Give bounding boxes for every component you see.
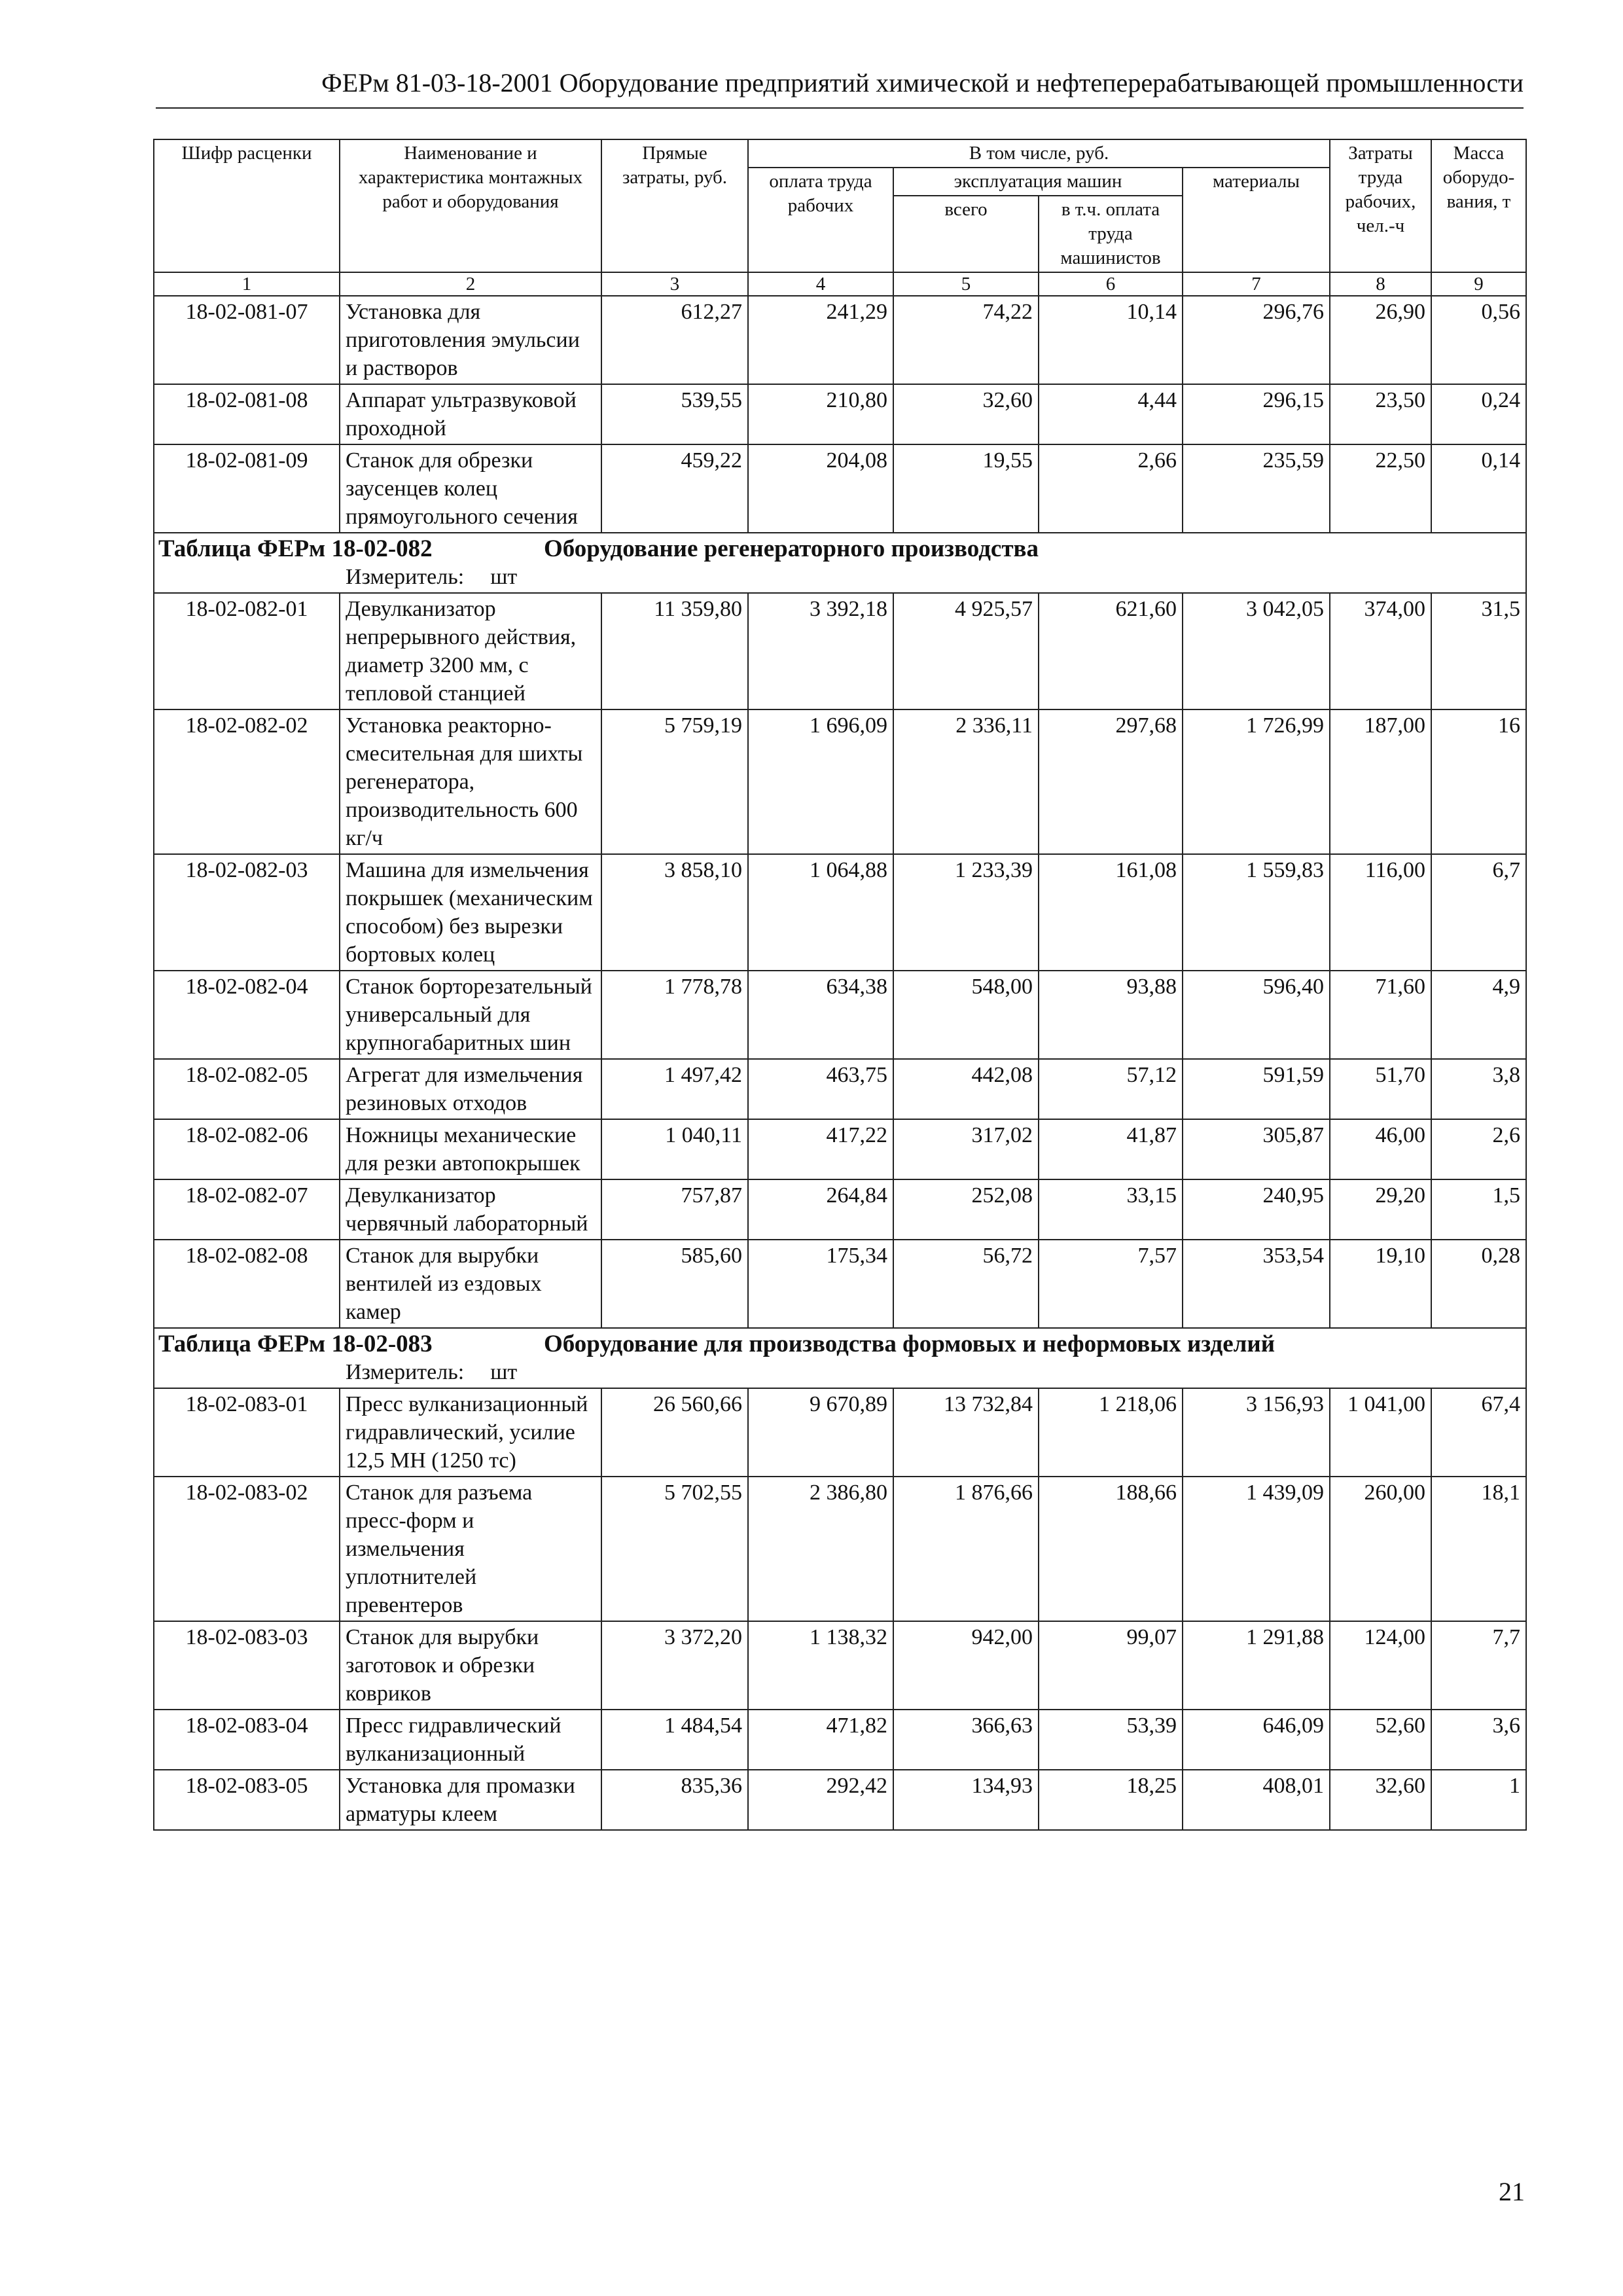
materials: 596,40 (1183, 971, 1330, 1059)
rate-name: Девулканизатор червячный лабораторный (340, 1179, 601, 1240)
table-row (154, 593, 1526, 709)
materials: 353,54 (1183, 1240, 1330, 1328)
section-title: Оборудование регенераторного производства (544, 535, 1039, 562)
rate-name: Установка реакторно-смесительная для шихты регенератора, производительность 600 кг/ч (340, 709, 601, 854)
labor-pay: 292,42 (748, 1770, 893, 1830)
rate-name: Ножницы механические для резки автопокрышек (340, 1119, 601, 1179)
machinist-pay: 93,88 (1039, 971, 1183, 1059)
labor-pay: 241,29 (748, 296, 893, 384)
machinist-pay: 10,14 (1039, 296, 1183, 384)
header-including: В том числе, руб. (748, 139, 1330, 168)
section-header-row (154, 1328, 1526, 1388)
machinist-pay: 53,39 (1039, 1710, 1183, 1770)
rate-code: 18-02-082-05 (154, 1059, 340, 1119)
materials: 1 439,09 (1183, 1477, 1330, 1621)
table-row (154, 1710, 1526, 1770)
table-row (154, 384, 1526, 444)
table-row (154, 709, 1526, 854)
machine-total: 19,55 (893, 444, 1039, 533)
equipment-mass: 0,14 (1431, 444, 1526, 533)
section-title: Оборудование для производства формовых и неформовых изделий (544, 1331, 1275, 1357)
machine-total: 366,63 (893, 1710, 1039, 1770)
labor-pay: 634,38 (748, 971, 893, 1059)
table-row (154, 971, 1526, 1059)
equipment-mass: 7,7 (1431, 1621, 1526, 1710)
machinist-pay: 57,12 (1039, 1059, 1183, 1119)
direct-costs: 11 359,80 (601, 593, 748, 709)
unit-value: шт (490, 1360, 518, 1384)
direct-costs: 1 484,54 (601, 1710, 748, 1770)
table-row (154, 1770, 1526, 1830)
machine-total: 317,02 (893, 1119, 1039, 1179)
machine-total: 56,72 (893, 1240, 1039, 1328)
labor-pay: 463,75 (748, 1059, 893, 1119)
equipment-mass: 67,4 (1431, 1388, 1526, 1477)
labor-hours: 46,00 (1330, 1119, 1431, 1179)
machinist-pay: 4,44 (1039, 384, 1183, 444)
section-header (154, 1328, 1526, 1388)
column-number: 6 (1039, 272, 1183, 296)
machine-total: 1 233,39 (893, 854, 1039, 971)
machine-total: 442,08 (893, 1059, 1039, 1119)
labor-hours: 124,00 (1330, 1621, 1431, 1710)
machinist-pay: 161,08 (1039, 854, 1183, 971)
header-labor-cost: Затраты труда рабочих, чел.-ч (1330, 139, 1431, 272)
table-row (154, 854, 1526, 971)
table-row (154, 1240, 1526, 1328)
table-row (154, 1477, 1526, 1621)
equipment-mass: 16 (1431, 709, 1526, 854)
direct-costs: 3 372,20 (601, 1621, 748, 1710)
labor-pay: 1 696,09 (748, 709, 893, 854)
rate-name: Пресс вулканизационный гидравлический, усилие 12,5 МН (1250 тс) (340, 1388, 601, 1477)
table-row (154, 1059, 1526, 1119)
machine-total: 1 876,66 (893, 1477, 1039, 1621)
rate-code: 18-02-082-01 (154, 593, 340, 709)
labor-hours: 51,70 (1330, 1059, 1431, 1119)
header-rule (156, 107, 1524, 109)
labor-pay: 2 386,80 (748, 1477, 893, 1621)
labor-hours: 116,00 (1330, 854, 1431, 971)
unit-value: шт (490, 565, 518, 589)
rate-name: Девулканизатор непрерывного действия, диаметр 3200 мм, с тепловой станцией (340, 593, 601, 709)
labor-pay: 3 392,18 (748, 593, 893, 709)
machine-total: 252,08 (893, 1179, 1039, 1240)
labor-pay: 264,84 (748, 1179, 893, 1240)
machinist-pay: 1 218,06 (1039, 1388, 1183, 1477)
equipment-mass: 18,1 (1431, 1477, 1526, 1621)
equipment-mass: 31,5 (1431, 593, 1526, 709)
rate-code: 18-02-083-03 (154, 1621, 340, 1710)
section-unit (346, 1359, 517, 1386)
table-row (154, 1388, 1526, 1477)
machinist-pay: 18,25 (1039, 1770, 1183, 1830)
labor-hours: 260,00 (1330, 1477, 1431, 1621)
column-number: 1 (154, 272, 340, 296)
header-direct-costs: Прямые затраты, руб. (601, 139, 748, 272)
machine-total: 4 925,57 (893, 593, 1039, 709)
unit-label: Измеритель: (346, 1360, 465, 1384)
unit-label: Измеритель: (346, 565, 465, 589)
equipment-mass: 3,8 (1431, 1059, 1526, 1119)
labor-pay: 1 138,32 (748, 1621, 893, 1710)
page-number: 21 (1499, 2177, 1525, 2206)
column-number: 3 (601, 272, 748, 296)
column-number: 9 (1431, 272, 1526, 296)
materials: 591,59 (1183, 1059, 1330, 1119)
running-header: ФЕРм 81-03-18-2001 Оборудование предприятий химической и нефтеперерабатывающей промышленности (321, 68, 1524, 98)
labor-pay: 175,34 (748, 1240, 893, 1328)
equipment-mass: 3,6 (1431, 1710, 1526, 1770)
rate-name: Установка для приготовления эмульсии и растворов (340, 296, 601, 384)
machine-total: 942,00 (893, 1621, 1039, 1710)
rate-name: Машина для измельчения покрышек (механическим способом) без вырезки бортовых колец (340, 854, 601, 971)
labor-pay: 417,22 (748, 1119, 893, 1179)
machine-total: 548,00 (893, 971, 1039, 1059)
direct-costs: 757,87 (601, 1179, 748, 1240)
equipment-mass: 2,6 (1431, 1119, 1526, 1179)
direct-costs: 539,55 (601, 384, 748, 444)
labor-hours: 187,00 (1330, 709, 1431, 854)
rate-code: 18-02-081-09 (154, 444, 340, 533)
direct-costs: 612,27 (601, 296, 748, 384)
machinist-pay: 7,57 (1039, 1240, 1183, 1328)
table-row (154, 444, 1526, 533)
rate-code: 18-02-083-04 (154, 1710, 340, 1770)
labor-hours: 29,20 (1330, 1179, 1431, 1240)
labor-hours: 26,90 (1330, 296, 1431, 384)
equipment-mass: 1,5 (1431, 1179, 1526, 1240)
labor-hours: 32,60 (1330, 1770, 1431, 1830)
header-mass: Масса оборудо-вания, т (1431, 139, 1526, 272)
labor-pay: 204,08 (748, 444, 893, 533)
rate-name: Станок для разъема пресс-форм и измельчения уплотнителей превентеров (340, 1477, 601, 1621)
direct-costs: 585,60 (601, 1240, 748, 1328)
equipment-mass: 0,56 (1431, 296, 1526, 384)
labor-pay: 1 064,88 (748, 854, 893, 971)
machine-total: 13 732,84 (893, 1388, 1039, 1477)
labor-pay: 471,82 (748, 1710, 893, 1770)
rate-code: 18-02-083-02 (154, 1477, 340, 1621)
section-label: Таблица ФЕРм 18-02-083 (158, 1331, 433, 1357)
rate-name: Станок для обрезки заусенцев колец прямоугольного сечения (340, 444, 601, 533)
materials: 3 042,05 (1183, 593, 1330, 709)
labor-pay: 210,80 (748, 384, 893, 444)
header-materials: материалы (1183, 168, 1330, 272)
rate-name: Пресс гидравлический вулканизационный (340, 1710, 601, 1770)
materials: 408,01 (1183, 1770, 1330, 1830)
labor-hours: 52,60 (1330, 1710, 1431, 1770)
rate-name: Станок для вырубки вентилей из ездовых камер (340, 1240, 601, 1328)
rate-code: 18-02-081-07 (154, 296, 340, 384)
table-row (154, 1119, 1526, 1179)
rate-name: Агрегат для измельчения резиновых отходов (340, 1059, 601, 1119)
rate-code: 18-02-082-06 (154, 1119, 340, 1179)
machine-total: 32,60 (893, 384, 1039, 444)
column-number: 8 (1330, 272, 1431, 296)
column-number: 5 (893, 272, 1039, 296)
direct-costs: 3 858,10 (601, 854, 748, 971)
equipment-mass: 0,24 (1431, 384, 1526, 444)
labor-hours: 22,50 (1330, 444, 1431, 533)
rate-name: Установка для промазки арматуры клеем (340, 1770, 601, 1830)
labor-hours: 19,10 (1330, 1240, 1431, 1328)
rate-code: 18-02-081-08 (154, 384, 340, 444)
rate-name: Станок борторезательный универсальный для крупногабаритных шин (340, 971, 601, 1059)
table-row (154, 1179, 1526, 1240)
equipment-mass: 6,7 (1431, 854, 1526, 971)
rate-name: Аппарат ультразвуковой проходной (340, 384, 601, 444)
labor-hours: 23,50 (1330, 384, 1431, 444)
direct-costs: 26 560,66 (601, 1388, 748, 1477)
rate-code: 18-02-083-01 (154, 1388, 340, 1477)
rate-code: 18-02-082-07 (154, 1179, 340, 1240)
header-labor-pay: оплата труда рабочих (748, 168, 893, 272)
equipment-mass: 4,9 (1431, 971, 1526, 1059)
materials: 3 156,93 (1183, 1388, 1330, 1477)
direct-costs: 835,36 (601, 1770, 748, 1830)
materials: 235,59 (1183, 444, 1330, 533)
table-row (154, 296, 1526, 384)
direct-costs: 1 778,78 (601, 971, 748, 1059)
machinist-pay: 33,15 (1039, 1179, 1183, 1240)
section-unit (346, 564, 517, 591)
table-row (154, 1621, 1526, 1710)
direct-costs: 1 497,42 (601, 1059, 748, 1119)
materials: 1 726,99 (1183, 709, 1330, 854)
rate-code: 18-02-082-08 (154, 1240, 340, 1328)
rate-code: 18-02-082-03 (154, 854, 340, 971)
header-total: всего (893, 196, 1039, 272)
header-machine-operation: эксплуатация машин (893, 168, 1183, 196)
section-header (154, 533, 1526, 593)
direct-costs: 5 702,55 (601, 1477, 748, 1621)
materials: 1 559,83 (1183, 854, 1330, 971)
rates-table (153, 139, 1527, 1831)
header-code: Шифр расценки (154, 139, 340, 272)
materials: 305,87 (1183, 1119, 1330, 1179)
machinist-pay: 621,60 (1039, 593, 1183, 709)
materials: 296,76 (1183, 296, 1330, 384)
column-numbers-row (154, 272, 1526, 296)
materials: 1 291,88 (1183, 1621, 1330, 1710)
header-machinist-pay: в т.ч. оплата труда машинистов (1039, 196, 1183, 272)
section-label: Таблица ФЕРм 18-02-082 (158, 535, 433, 562)
machinist-pay: 99,07 (1039, 1621, 1183, 1710)
column-number: 2 (340, 272, 601, 296)
labor-hours: 71,60 (1330, 971, 1431, 1059)
rate-code: 18-02-082-02 (154, 709, 340, 854)
materials: 646,09 (1183, 1710, 1330, 1770)
column-number: 7 (1183, 272, 1330, 296)
machinist-pay: 41,87 (1039, 1119, 1183, 1179)
header-name: Наименование и характеристика монтажных работ и оборудования (340, 139, 601, 272)
direct-costs: 459,22 (601, 444, 748, 533)
equipment-mass: 0,28 (1431, 1240, 1526, 1328)
direct-costs: 1 040,11 (601, 1119, 748, 1179)
rate-name: Станок для вырубки заготовок и обрезки ковриков (340, 1621, 601, 1710)
materials: 296,15 (1183, 384, 1330, 444)
column-number: 4 (748, 272, 893, 296)
direct-costs: 5 759,19 (601, 709, 748, 854)
equipment-mass: 1 (1431, 1770, 1526, 1830)
machinist-pay: 188,66 (1039, 1477, 1183, 1621)
machinist-pay: 2,66 (1039, 444, 1183, 533)
labor-hours: 1 041,00 (1330, 1388, 1431, 1477)
machinist-pay: 297,68 (1039, 709, 1183, 854)
rate-code: 18-02-083-05 (154, 1770, 340, 1830)
labor-pay: 9 670,89 (748, 1388, 893, 1477)
materials: 240,95 (1183, 1179, 1330, 1240)
rate-code: 18-02-082-04 (154, 971, 340, 1059)
section-header-row (154, 533, 1526, 593)
machine-total: 74,22 (893, 296, 1039, 384)
machine-total: 134,93 (893, 1770, 1039, 1830)
labor-hours: 374,00 (1330, 593, 1431, 709)
machine-total: 2 336,11 (893, 709, 1039, 854)
